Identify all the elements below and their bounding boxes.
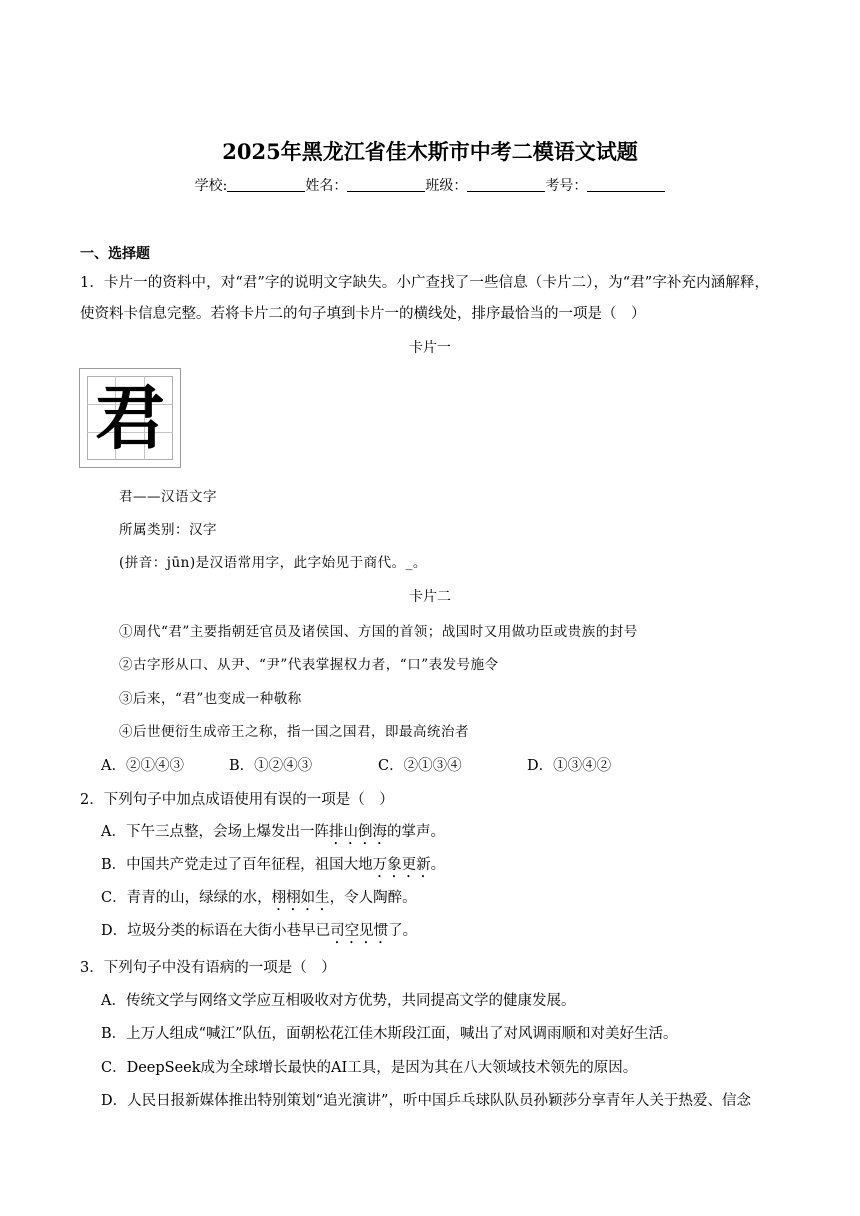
exam-no-blank [587,177,665,192]
q1-option-a: A．②①④③ [101,758,184,774]
q3-option-c: C．DeepSeek成为全球增长最快的AI工具，是因为其在八大领域技术领先的原因。 [101,1060,638,1076]
dotted-idiom: 栩栩如生 [271,890,330,906]
class-label: 班级： [425,178,468,194]
character-glyph: 君 [95,376,165,459]
option-text: 了。 [388,923,418,939]
name-label: 姓名： [305,178,348,194]
q2-option-a [101,820,445,848]
option-text: C．青青的山，绿绿的水， [101,890,272,906]
option-text: 的掌声。 [386,824,445,840]
class-blank [467,177,545,192]
section-heading: 一、选择题 [80,246,150,262]
q2-option-b [101,853,445,881]
card1-line2: 所属类别：汉字 [119,522,217,538]
q1-option-c: C．②①③④ [378,758,462,774]
q2-stem: 2．下列句子中加点成语使用有误的一项是（ ） [80,792,394,808]
option-text: ，令人陶醉。 [329,890,417,906]
option-text: B．中国共产党走过了百年征程，祖国大地 [101,857,373,873]
card2-item3: ③后来，“君”也变成一种敬称 [119,691,302,707]
card2-item2: ②古字形从口、从尹、“尹”代表掌握权力者，“口”表发号施令 [119,657,499,673]
q3-option-d: D．人民日报新媒体推出特别策划“追光演讲”，听中国乒乓球队队员孙颖莎分享青年人关于热爱、信念 [101,1093,751,1109]
card2-title: 卡片二 [409,589,451,605]
option-text: D．垃圾分类的标语在大街小巷早已 [101,923,331,939]
card1-line1: 君——汉语文字 [119,489,217,505]
option-text: A．下午三点整，会场上爆发出一阵 [101,824,329,840]
card2-item1: ①周代“君”主要指朝廷官员及诸侯国、方国的首领；战国时又用做功臣或贵族的封号 [119,624,638,640]
q1-option-b: B．①②④③ [229,758,313,774]
option-text: 。 [430,857,446,873]
character-grid-box [79,368,181,468]
q3-option-b: B．上万人组成“喊江”队伍，面朝松花江佳木斯段江面，喊出了对风调雨顺和对美好生活。 [101,1026,678,1042]
page-title: 2025年黑龙江省佳木斯市中考二模语文试题 [222,139,638,164]
student-info-line [0,175,860,195]
dotted-idiom: 司空见惯 [330,923,389,939]
dotted-idiom: 排山倒海 [328,824,387,840]
school-label: 学校: [194,178,228,194]
q3-stem: 3．下列句子中没有语病的一项是（ ） [80,960,336,976]
exam-no-label: 考号： [545,178,588,194]
q2-option-c [101,886,417,914]
name-blank [347,177,425,192]
card2-item4: ④后世便衍生成帝王之称，指一国之国君，即最高统治者 [119,724,469,740]
dotted-idiom: 万象更新 [372,857,431,873]
card1-title: 卡片一 [409,340,451,356]
q1-option-d: D．①③④② [527,758,612,774]
q1-stem-line2: 使资料卡信息完整。若将卡片二的句子填到卡片一的横线处，排序最恰当的一项是（ ） [80,306,646,322]
card1-line3: (拼音：jūn)是汉语常用字，此字始见于商代。_。 [119,555,427,571]
q3-option-a: A．传统文学与网络文学应互相吸收对方优势，共同提高文学的健康发展。 [101,993,576,1009]
q1-stem-line1: 1．卡片一的资料中，对“君”字的说明文字缺失。小广查找了一些信息（卡片二），为“君”字补充内涵解释， [80,275,770,291]
q2-option-d [101,919,417,947]
school-blank [227,177,305,192]
